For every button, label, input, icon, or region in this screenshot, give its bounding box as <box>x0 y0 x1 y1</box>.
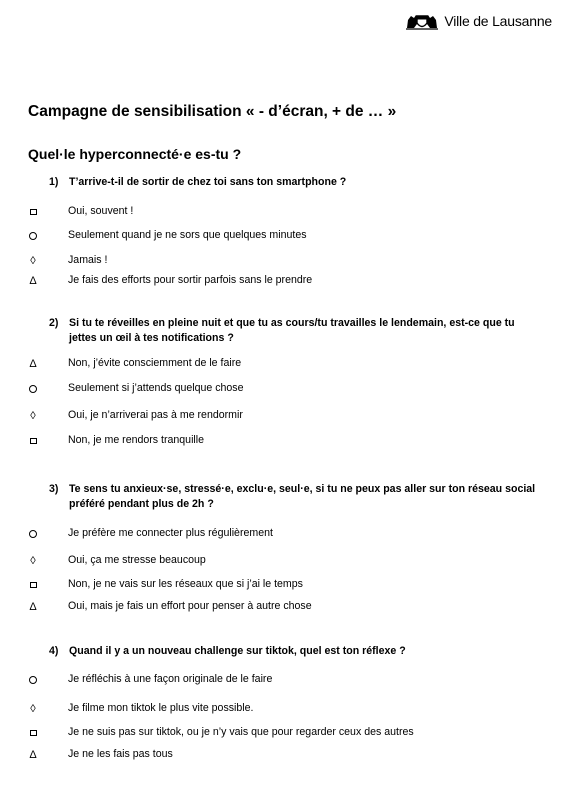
question-number: 2) <box>49 317 59 329</box>
answer-option[interactable] <box>0 526 573 542</box>
logo-text: Ville de Lausanne <box>444 13 552 29</box>
quiz-subtitle: Quel·le hyperconnecté·e es-tu ? <box>28 146 242 162</box>
square-icon <box>26 433 40 449</box>
answer-option[interactable] <box>0 553 573 569</box>
answer-text: Je filme mon tiktok le plus vite possible. <box>68 702 254 714</box>
diamond-icon: ◊ <box>30 555 36 567</box>
delta-icon: Δ <box>29 601 37 613</box>
answer-option[interactable] <box>0 599 573 615</box>
answer-text: Non, je ne vais sur les réseaux que si j’ai le temps <box>68 578 303 590</box>
answer-option[interactable] <box>0 725 573 741</box>
question-number: 3) <box>49 483 59 495</box>
answer-text: Je ne suis pas sur tiktok, ou je n’y vais que pour regarder ceux des autres <box>68 726 414 738</box>
square-icon <box>26 577 40 593</box>
circle-icon <box>26 381 40 397</box>
answer-option[interactable] <box>0 253 573 269</box>
answer-option[interactable] <box>0 408 573 424</box>
delta-icon: Δ <box>29 749 37 761</box>
answer-option[interactable] <box>0 577 573 593</box>
answer-text: Jamais ! <box>68 254 108 266</box>
circle-icon <box>26 228 40 244</box>
answer-option[interactable] <box>0 381 573 397</box>
question-heading <box>49 175 544 190</box>
answer-text: Je réfléchis à une façon originale de le faire <box>68 673 273 685</box>
answer-text: Seulement si j’attends quelque chose <box>68 382 244 394</box>
question-text: Si tu te réveilles en pleine nuit et que tu as cours/tu travailles le lendemain, est-ce que tu jettes un œil à tes notifications ? <box>69 317 515 344</box>
diamond-icon: ◊ <box>30 703 36 715</box>
circle-icon <box>26 526 40 542</box>
answer-option[interactable] <box>0 672 573 688</box>
question-text: T’arrive-t-il de sortir de chez toi sans ton smartphone ? <box>69 176 347 188</box>
diamond-icon: ◊ <box>30 255 36 267</box>
coat-of-arms-icon <box>405 12 439 30</box>
answer-text: Non, je me rendors tranquille <box>68 434 205 446</box>
question-heading <box>49 316 544 346</box>
question-text: Te sens tu anxieux·se, stressé·e, exclu·e, seul·e, si tu ne peux pas aller sur ton réseau social préféré pendant plus de 2h ? <box>69 483 536 510</box>
answer-option[interactable] <box>0 204 573 220</box>
ville-de-lausanne-logo <box>405 12 552 30</box>
answer-text: Oui, mais je fais un effort pour penser à autre chose <box>68 600 312 612</box>
diamond-icon: ◊ <box>30 410 36 422</box>
question-heading <box>49 644 544 659</box>
answer-text: Je fais des efforts pour sortir parfois sans le prendre <box>68 274 313 286</box>
question-number: 4) <box>49 645 59 657</box>
answer-option[interactable] <box>0 747 573 763</box>
question-text: Quand il y a un nouveau challenge sur tiktok, quel est ton réflexe ? <box>69 645 406 657</box>
question-number: 1) <box>49 176 59 188</box>
answer-text: Seulement quand je ne sors que quelques minutes <box>68 229 307 241</box>
square-icon <box>26 725 40 741</box>
answer-text: Je préfère me connecter plus régulièrement <box>68 527 273 539</box>
answer-text: Je ne les fais pas tous <box>68 748 173 760</box>
answer-option[interactable] <box>0 273 573 289</box>
answer-option[interactable] <box>0 228 573 244</box>
square-icon <box>26 204 40 220</box>
answer-option[interactable] <box>0 356 573 372</box>
circle-icon <box>26 672 40 688</box>
answer-text: Oui, je n’arriverai pas à me rendormir <box>68 409 243 421</box>
answer-option[interactable] <box>0 433 573 449</box>
answer-option[interactable] <box>0 701 573 717</box>
delta-icon: Δ <box>29 275 37 287</box>
answer-text: Oui, souvent ! <box>68 205 134 217</box>
question-heading <box>49 482 544 512</box>
page-title: Campagne de sensibilisation « - d’écran, + de … » <box>28 103 397 120</box>
answer-text: Non, j’évite consciemment de le faire <box>68 357 242 369</box>
answer-text: Oui, ça me stresse beaucoup <box>68 554 206 566</box>
delta-icon: Δ <box>29 358 37 370</box>
